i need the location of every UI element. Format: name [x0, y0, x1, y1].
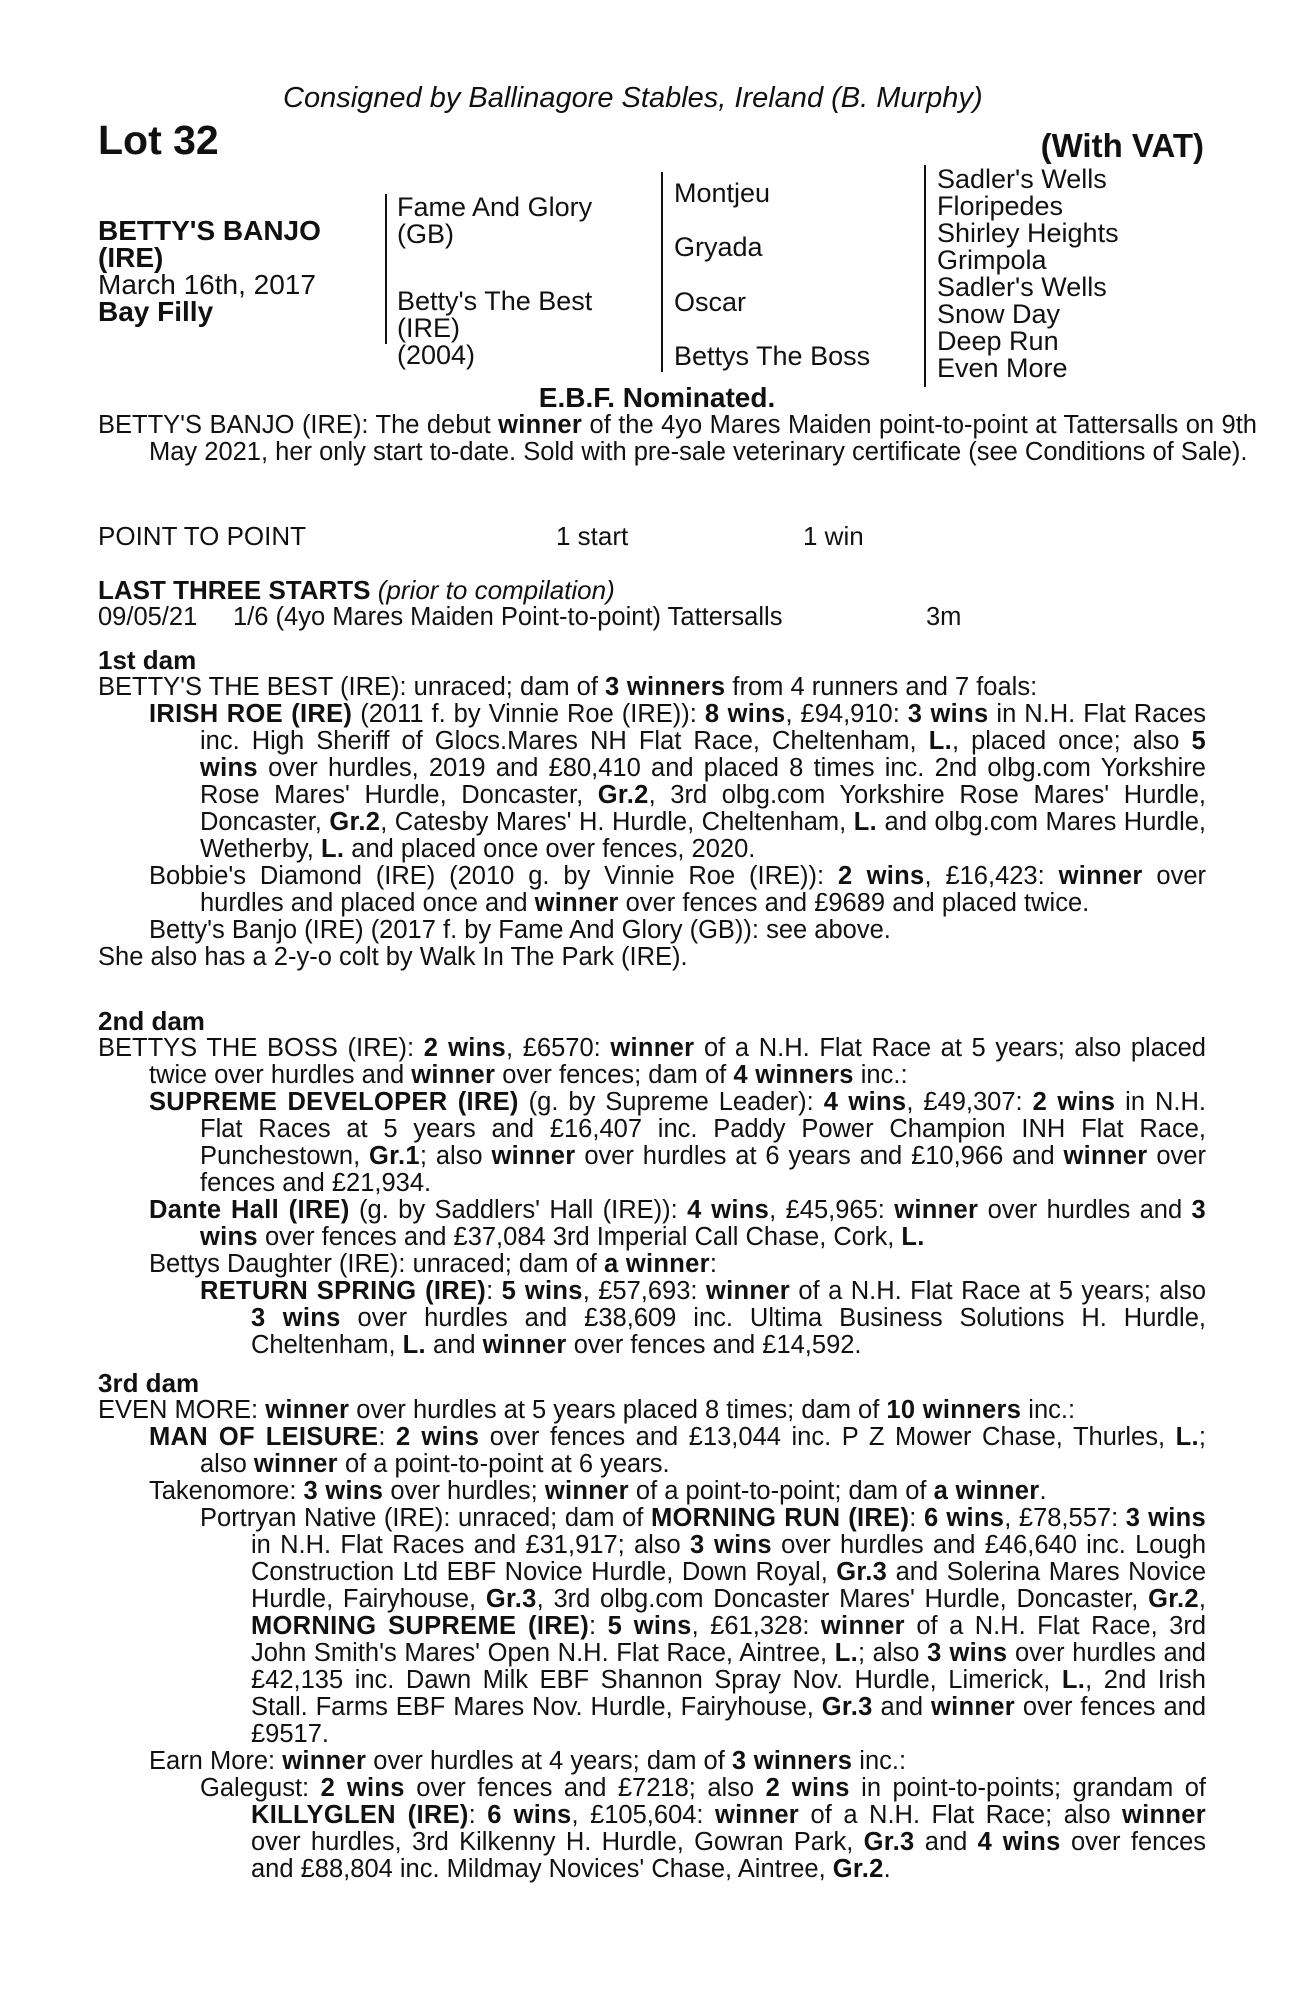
- last-start-distance: 3m: [926, 603, 962, 631]
- pedigree-line-3: [924, 165, 926, 387]
- produce-portryan-native: Portryan Native (IRE): unraced; dam of MORNING RUN (IRE): 6 wins, £78,557: 3 wins in N.H. Flat Races and £31,917; also 3 wins over hurdles and £46,640 inc. Lough Construction Ltd EBF Novice Hurdle, Down Royal, Gr.3 and Solerina Mares Novice Hurdle, Fairyhouse, Gr.3, 3rd olbg.com Doncaster Mares' Hurdle, Doncaster, Gr.2, MORNING SUPREME (IRE): 5 wins, £61,328: winner of a N.H. Flat Race, 3rd John Smith's Mares' Open N.H. Flat Race, Aintree, L.; also 3 wins over hurdles and £42,135 inc. Dawn Milk EBF Shannon Spray Nov. Hurdle, Limerick, L., 2nd Irish Stall. Farms EBF Mares Nov. Hurdle, Fairyhouse, Gr.3 and winner over fences and £9517.: [200, 1504, 1207, 1748]
- second-dam-section: [98, 1008, 1206, 1359]
- produce-supreme-developer: SUPREME DEVELOPER (IRE) (g. by Supreme Leader): 4 wins, £49,307: 2 wins in N.H. Flat Races at 5 years and £16,407 inc. Paddy Power Champion INH Flat Race, Punchestown, Gr.1; also winner over hurdles at 6 years and £10,966 and winner over fences and £21,934.: [149, 1088, 1206, 1197]
- first-dam-text: BETTY'S THE BEST (IRE): unraced; dam of 3 winners from 4 runners and 7 foals:: [98, 673, 1038, 701]
- produce-dante-hall: Dante Hall (IRE) (g. by Saddlers' Hall (IRE)): 4 wins, £45,965: winner over hurdles and 3 wins over fences and £37,084 3rd Imperial Call Chase, Cork, L.: [149, 1196, 1207, 1251]
- great-grandparents: Sadler's Wells Floripedes Shirley Heights Grimpola Sadler's Wells Snow Day Deep Run Even More: [937, 164, 1119, 383]
- granddam-paternal: Gryada: [674, 232, 763, 262]
- record-label: POINT TO POINT: [98, 521, 307, 551]
- second-dam-text: BETTYS THE BOSS (IRE): 2 wins, £6570: winner of a N.H. Flat Race at 5 years; also placed twice over hurdles and winner over fences; dam of 4 winners inc.:: [98, 1034, 1206, 1089]
- third-dam-section: [98, 1370, 1206, 1883]
- horse-name: BETTY'S BANJO: [98, 215, 321, 246]
- produce-galegust: Galegust: 2 wins over fences and £7218; also 2 wins in point-to-points; grandam of KILLYGLEN (IRE): 6 wins, £105,604: winner of a N.H. Flat Race; also winner over hurdles, 3rd Kilkenny H. Hurdle, Gowran Park, Gr.3 and 4 wins over fences and £88,804 inc. Mildmay Novices' Chase, Aintree, Gr.2.: [200, 1774, 1207, 1883]
- produce-irish-roe: IRISH ROE (IRE) (2011 f. by Vinnie Roe (IRE)): 8 wins, £94,910: 3 wins in N.H. Flat Races inc. High Sheriff of Glocs.Mares NH Flat Race, Cheltenham, L., placed once; also 5 wins over hurdles, 2019 and £80,410 and placed 8 times inc. 2nd olbg.com Yorkshire Rose Mares' Hurdle, Doncaster, Gr.2, 3rd olbg.com Yorkshire Rose Mares' Hurdle, Doncaster, Gr.2, Catesby Mares' H. Hurdle, Cheltenham, L. and olbg.com Mares Hurdle, Wetherby, L. and placed once over fences, 2020.: [149, 700, 1207, 863]
- record-starts: 1 start: [556, 521, 629, 551]
- last-start-result: 1/6 (4yo Mares Maiden Point-to-point) Tattersalls: [233, 603, 783, 631]
- pedigree-line-1: [385, 194, 387, 344]
- foaling-date: March 16th, 2017: [98, 269, 316, 300]
- last-three-heading: LAST THREE STARTS (prior to compilation): [98, 575, 615, 605]
- produce-note: She also has a 2-y-o colt by Walk In The Park (IRE).: [98, 943, 688, 971]
- horse-details: [98, 217, 321, 325]
- horse-summary: BETTY'S BANJO (IRE): The debut winner of the 4yo Mares Maiden point-to-point at Tattersalls on 9th May 2021, her only start to-date. Sold with pre-sale veterinary certificate (see Conditions of Sale).: [98, 411, 1257, 466]
- third-dam-heading: 3rd dam: [98, 1368, 200, 1398]
- dam: Betty's The Best (IRE) (2004): [397, 286, 593, 370]
- produce-takenomore: Takenomore: 3 wins over hurdles; winner of a point-to-point; dam of a winner.: [149, 1477, 1047, 1505]
- consignor-line: Consigned by Ballinagore Stables, Ireland (B. Murphy): [283, 82, 983, 114]
- produce-bettys-banjo: Betty's Banjo (IRE) (2017 f. by Fame And Glory (GB)): see above.: [149, 916, 891, 944]
- grandsire-maternal: Oscar: [674, 287, 747, 317]
- produce-earn-more: Earn More: winner over hurdles at 4 years; dam of 3 winners inc.:: [149, 1747, 907, 1775]
- granddam-maternal: Bettys The Boss: [674, 341, 871, 371]
- last-start-date: 09/05/21: [98, 603, 198, 631]
- first-dam-heading: 1st dam: [98, 645, 197, 675]
- record-wins: 1 win: [803, 521, 864, 551]
- produce-return-spring: RETURN SPRING (IRE): 5 wins, £57,693: winner of a N.H. Flat Race at 5 years; also 3 wins over hurdles and £38,609 inc. Ultima Business Solutions H. Hurdle, Cheltenham, L. and winner over fences and £14,592.: [200, 1277, 1207, 1359]
- second-dam-heading: 2nd dam: [98, 1006, 205, 1036]
- grandsire-paternal: Montjeu: [674, 178, 771, 208]
- lot-number: Lot 32: [98, 117, 219, 163]
- first-dam-section: [98, 647, 1206, 971]
- produce-bobbies-diamond: Bobbie's Diamond (IRE) (2010 g. by Vinnie Roe (IRE)): 2 wins, £16,423: winner over hurdles and placed once and winner over fences and £9689 and placed twice.: [149, 862, 1207, 917]
- vat-note: (With VAT): [1040, 127, 1204, 164]
- horse-sex: Bay Filly: [98, 296, 214, 327]
- pedigree-line-2: [661, 172, 663, 372]
- sire: Fame And Glory (GB): [397, 192, 593, 249]
- produce-bettys-daughter: Bettys Daughter (IRE): unraced; dam of a winner:: [149, 1250, 717, 1278]
- ebf-nomination: E.B.F. Nominated.: [538, 382, 776, 413]
- produce-man-of-leisure: MAN OF LEISURE: 2 wins over fences and £13,044 inc. P Z Mower Chase, Thurles, L.; also winner of a point-to-point at 6 years.: [149, 1423, 1206, 1478]
- horse-country: (IRE): [98, 242, 164, 273]
- third-dam-text: EVEN MORE: winner over hurdles at 5 years placed 8 times; dam of 10 winners inc.:: [98, 1396, 1076, 1424]
